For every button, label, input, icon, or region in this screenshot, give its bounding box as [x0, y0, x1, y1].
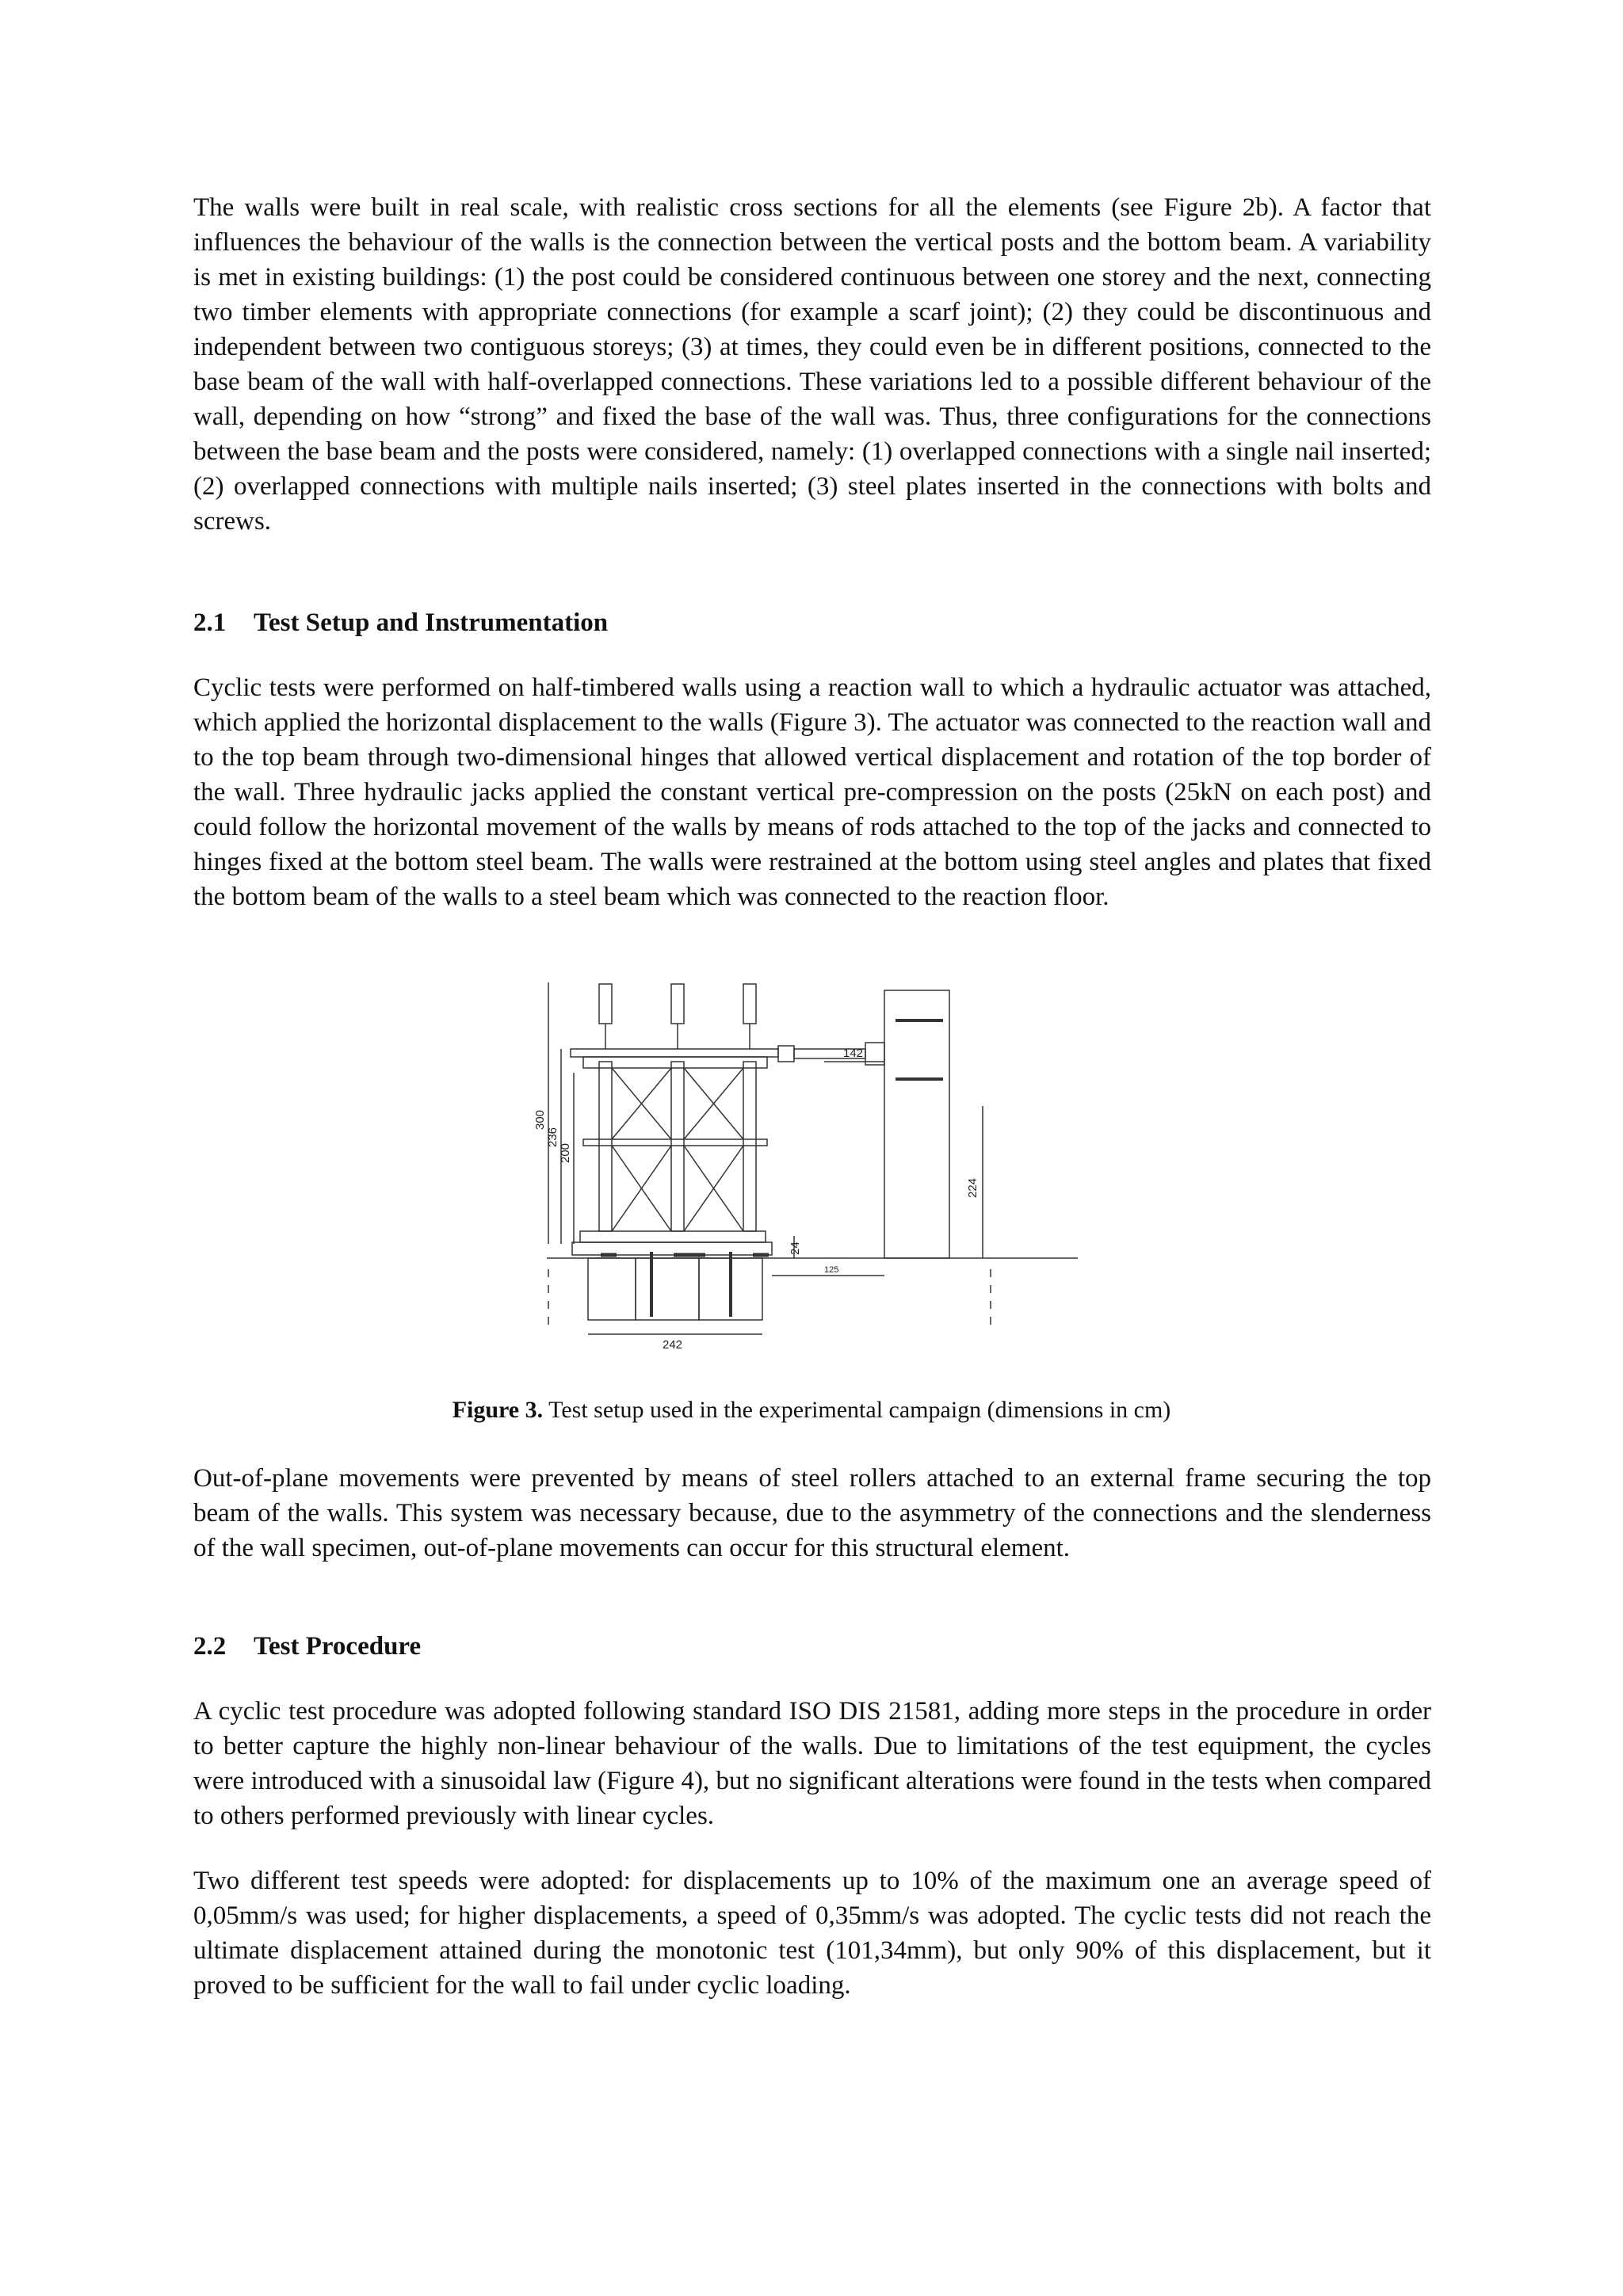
- figure-3-caption: [0, 1394, 1623, 1426]
- section-heading-2-1: [193, 605, 608, 640]
- paragraph-test-speeds: Two different test speeds were adopted: for displacements up to 10% of the maximum one an average speed of 0,05mm/s was used; for higher displacements, a speed of 0,35mm/s was adopted. The cyclic tests did not reach the ultimate displacement attained during the monotonic test (101,34mm), but only 90% of this displacement, but it proved to be sufficient for the wall to fail under cyclic loading.: [193, 1867, 1431, 2000]
- paragraph-test-procedure: A cyclic test procedure was adopted following standard ISO DIS 21581, adding more steps in the procedure in order to better capture the highly non-linear behaviour of the walls. Due to limitations of the test equipment, the cycles were introduced with a sinusoidal law (Figure 4), but no significant alterations were found in the tests when compared to others performed previously with linear cycles.: [193, 1697, 1431, 1830]
- section-number: 2.2: [193, 1632, 227, 1661]
- hydraulic-jack: [671, 984, 684, 1024]
- figure-3-test-setup-drawing: [533, 974, 1109, 1371]
- hydraulic-jack: [599, 984, 612, 1024]
- foundation-block: [636, 1258, 699, 1320]
- actuator-hinge: [778, 1046, 794, 1062]
- section-title: Test Procedure: [254, 1632, 422, 1661]
- section-title: Test Setup and Instrumentation: [254, 608, 609, 637]
- dim-label-wall-top: 236: [546, 1127, 559, 1147]
- paragraph-test-setup: Cyclic tests were performed on half-timbered walls using a reaction wall to which a hydraulic actuator was attached, which applied the horizontal displacement to the walls (Figure 3). The actuator was connected to the reaction wall and to the top beam through two-dimensional hinges that allowed vertical displacement and rotation of the top border of the wall. Three hydraulic jacks applied the constant vertical pre-compression on the posts (25kN on each post) and could follow the horizontal movement of the walls by means of rods attached to the top of the jacks and connected to hinges fixed at the bottom steel beam. The walls were restrained at the bottom using steel angles and plates that fixed the bottom beam of the walls to a steel beam which was connected to the reaction floor.: [193, 673, 1431, 911]
- top-steel-beam: [571, 1049, 778, 1057]
- mid-rail: [583, 1139, 767, 1146]
- dim-label-wall-height: 200: [559, 1142, 572, 1163]
- section-number: 2.1: [193, 608, 227, 637]
- top-timber-beam: [583, 1057, 767, 1068]
- foundation-block: [588, 1258, 636, 1320]
- paragraph-wall-construction: The walls were built in real scale, with realistic cross sections for all the elements (see Figure 2b). A factor that influences the behaviour of the walls is the connection between the vertical posts and the bottom beam. A variability is met in existing buildings: (1) the post could be considered continuous between one storey and the next, connecting two timber elements with appropriate connections (for example a scarf joint); (2) they could be discontinuous and independent between two contiguous storeys; (3) at times, they could even be in different positions, connected to the base beam of the wall with half-overlapped connections. These variations led to a possible different behaviour of the wall, depending on how “strong” and fixed the base of the wall was. Thus, three configurations for the connections between the base beam and the posts were considered, namely: (1) overlapped connections with a single nail inserted; (2) overlapped connections with multiple nails inserted; (3) steel plates inserted in the connections with bolts and screws.: [193, 193, 1431, 536]
- figure-caption-text: Test setup used in the experimental campaign (dimensions in cm): [548, 1397, 1171, 1423]
- wall-post: [671, 1062, 684, 1231]
- bottom-timber-beam: [580, 1231, 766, 1242]
- dim-label-base-height: 24: [789, 1241, 802, 1255]
- paragraph-out-of-plane: Out-of-plane movements were prevented by means of steel rollers attached to an external frame securing the top beam of the walls. This system was necessary because, due to the asymmetry of the connections and the slenderness of the wall specimen, out-of-plane movements can occur for this structural element.: [193, 1464, 1431, 1562]
- dim-label-base-width: 242: [663, 1338, 683, 1352]
- dim-label-actuator-gap: 142: [843, 1047, 864, 1060]
- dim-label-total-height: 300: [533, 1109, 547, 1130]
- figure-label: Figure 3.: [452, 1397, 544, 1423]
- reaction-wall: [884, 990, 949, 1258]
- dim-label-actuator-height: 224: [966, 1177, 980, 1198]
- section-heading-2-2: [193, 1629, 421, 1664]
- dim-label-base-offset: 125: [824, 1265, 839, 1275]
- wall-post: [599, 1062, 612, 1231]
- wall-post: [743, 1062, 756, 1231]
- hydraulic-jack: [743, 984, 756, 1024]
